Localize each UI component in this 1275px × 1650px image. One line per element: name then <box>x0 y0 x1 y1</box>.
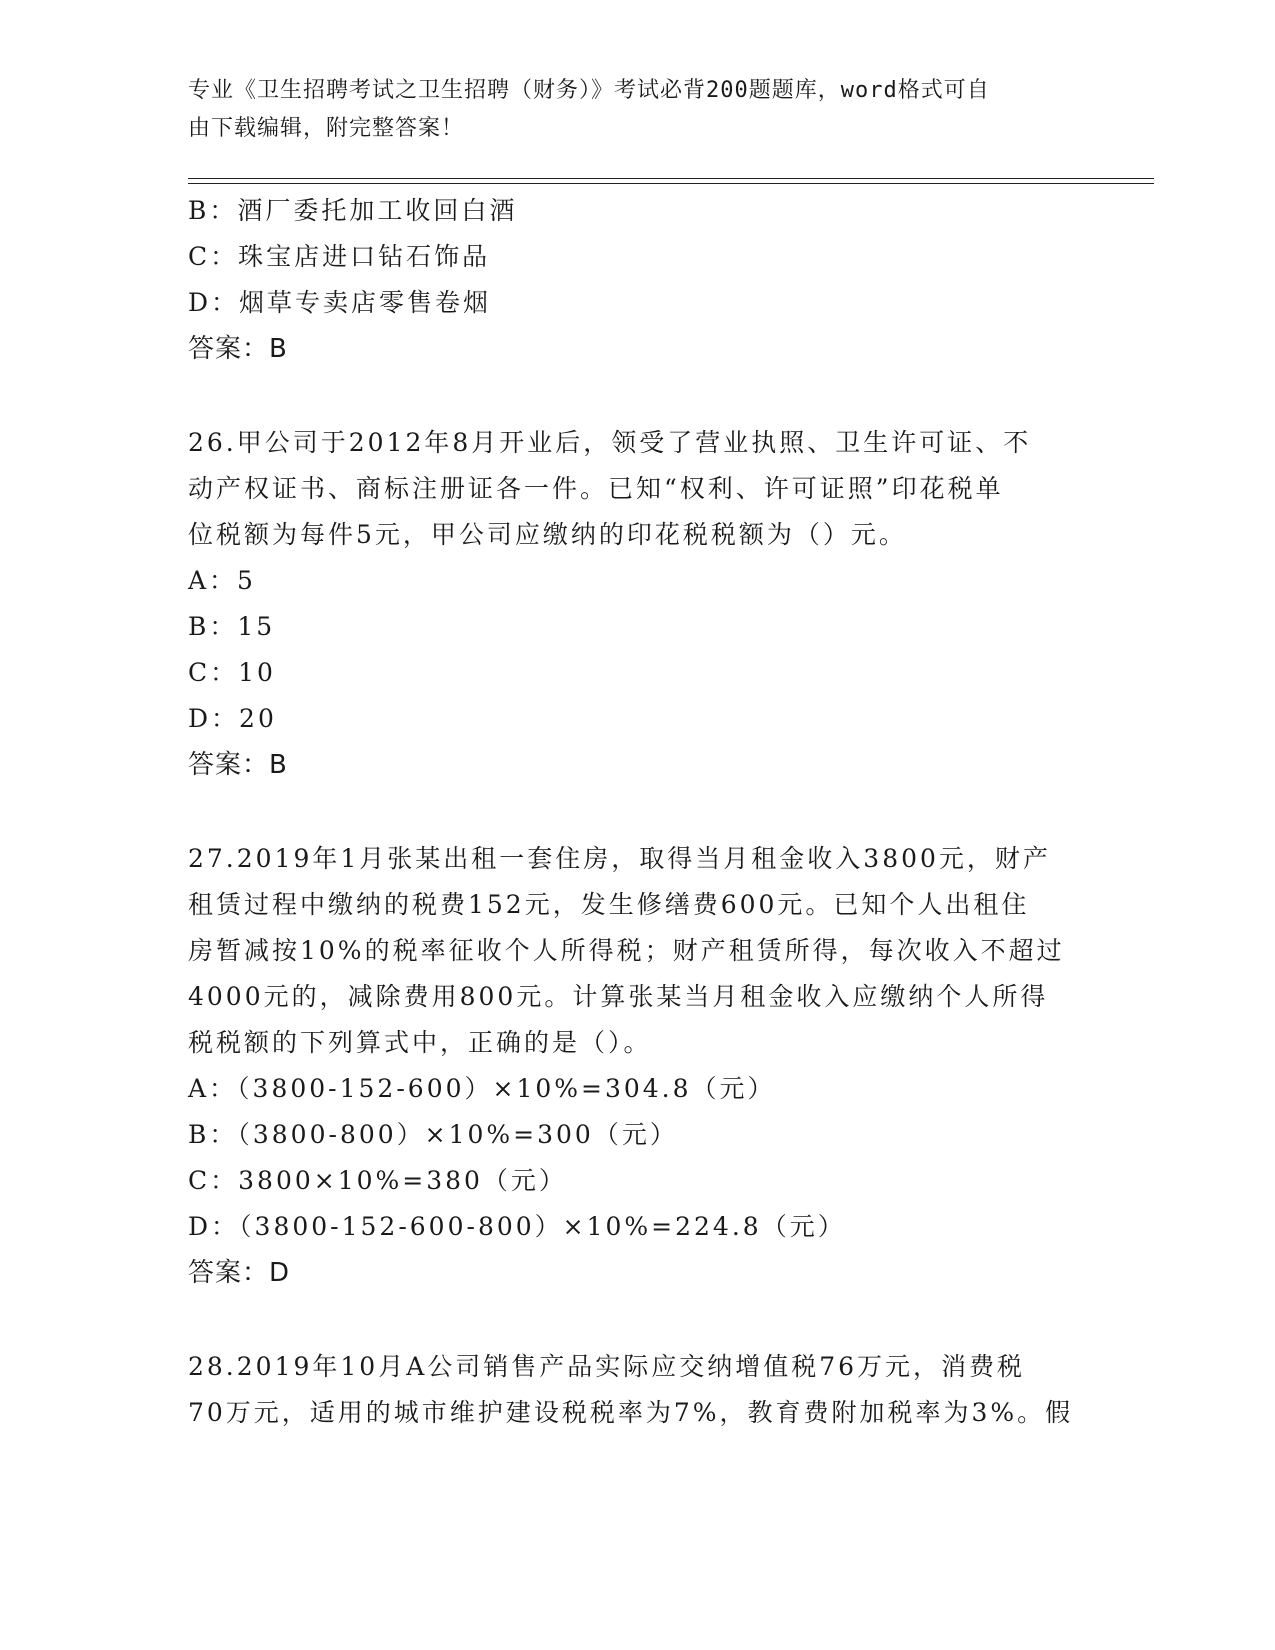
option-d: D：（3800-152-600-800）×10%=224.8（元） <box>188 1212 846 1241</box>
question-27 <box>188 836 1088 1296</box>
option-d: D：20 <box>188 704 277 733</box>
question-stem-line: 28.2019年10月A公司销售产品实际应交纳增值税76万元，消费税 <box>188 1352 1026 1381</box>
question-stem-line: 位税额为每件5元，甲公司应缴纳的印花税税额为（）元。 <box>188 520 907 549</box>
document-body <box>188 188 1088 1436</box>
question-stem-line: 27.2019年1月张某出租一套住房，取得当月租金收入3800元，财产 <box>188 844 1051 873</box>
document-header <box>188 72 1088 148</box>
question-stem-line: 70万元，适用的城市维护建设税税率为7%，教育费附加税率为3%。假 <box>188 1398 1074 1427</box>
option-c: C：10 <box>188 658 276 687</box>
answer-line: 答案：B <box>188 334 288 364</box>
spacer <box>188 1296 1088 1344</box>
spacer <box>188 372 1088 420</box>
question-25-tail <box>188 188 1088 372</box>
option-b: B：15 <box>188 612 276 641</box>
answer-line: 答案：D <box>188 1258 291 1288</box>
option-a: A：（3800-152-600）×10%=304.8（元） <box>188 1074 776 1103</box>
question-stem-line: 4000元的，减除费用800元。计算张某当月租金收入应缴纳个人所得 <box>188 982 1049 1011</box>
option-d: D：烟草专卖店零售卷烟 <box>188 288 492 317</box>
header-divider-bottom <box>188 183 1154 184</box>
header-divider-top <box>188 178 1154 179</box>
header-line-1: 专业《卫生招聘考试之卫生招聘（财务）》考试必背200题题库，word格式可自 <box>188 78 990 103</box>
question-stem-line: 26.甲公司于2012年8月开业后，领受了营业执照、卫生许可证、不 <box>188 428 1032 457</box>
option-c: C：3800×10%=380（元） <box>188 1166 567 1195</box>
question-28 <box>188 1344 1088 1436</box>
spacer <box>188 788 1088 836</box>
header-line-2: 由下载编辑，附完整答案！ <box>188 116 465 141</box>
question-stem-line: 税税额的下列算式中，正确的是（）。 <box>188 1028 652 1057</box>
option-b: B：酒厂委托加工收回白酒 <box>188 196 518 225</box>
option-a: A：5 <box>188 566 256 595</box>
option-b: B：（3800-800）×10%=300（元） <box>188 1120 678 1149</box>
question-stem-line: 动产权证书、商标注册证各一件。已知“权利、许可证照”印花税单 <box>188 474 1004 503</box>
question-stem-line: 房暂减按10%的税率征收个人所得税；财产租赁所得，每次收入不超过 <box>188 936 1065 965</box>
answer-line: 答案：B <box>188 750 288 780</box>
option-c: C：珠宝店进口钻石饰品 <box>188 242 491 271</box>
question-26 <box>188 420 1088 788</box>
question-stem-line: 租赁过程中缴纳的税费152元，发生修缮费600元。已知个人出租住 <box>188 890 1030 919</box>
